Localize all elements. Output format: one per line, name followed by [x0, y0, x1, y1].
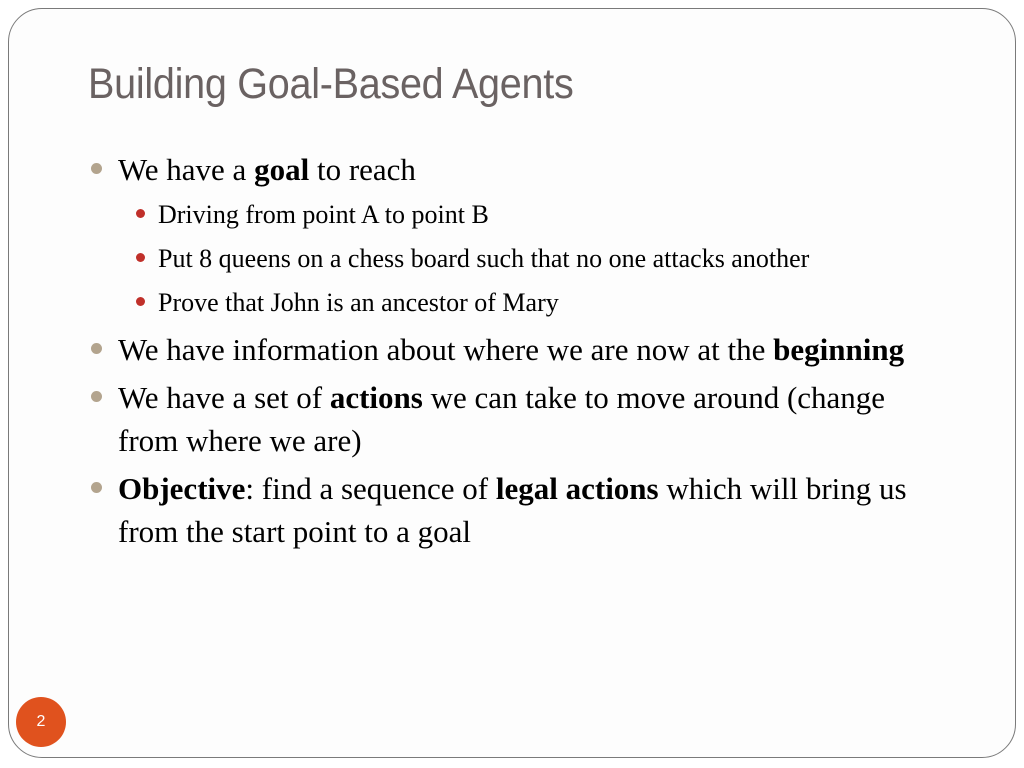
bullet-dot-icon [91, 482, 102, 493]
slide-number-badge: 2 [16, 697, 66, 747]
sub-bullet-text: Put 8 queens on a chess board such that no one attacks another [158, 244, 810, 273]
bullet-text: We have a set of [118, 380, 330, 415]
sub-bullet-dot-icon [136, 297, 145, 306]
bullet-text: which will bring us from the start point to a goal [118, 471, 907, 549]
bullet-bold-text: Objective [118, 471, 246, 506]
bullet-bold-text: goal [254, 152, 310, 187]
bullet-goal [88, 148, 948, 191]
sub-bullet-dot-icon [136, 253, 145, 262]
bullet-bold-text: legal actions [495, 471, 659, 506]
bullet-bold-text: actions [329, 380, 423, 415]
bullet-text: to reach [309, 152, 416, 187]
sub-bullet-text: Prove that John is an ancestor of Mary [158, 288, 559, 317]
bullet-dot-icon [91, 391, 102, 402]
bullet-text: We have a [118, 152, 255, 187]
sub-bullet-queens [88, 240, 948, 277]
bullet-text: : find a sequence of [245, 471, 496, 506]
sub-bullet-dot-icon [136, 209, 145, 218]
sub-bullet-driving [88, 196, 948, 233]
bullet-text: We have information about where we are now at the [118, 332, 774, 367]
bullet-text: we can take to move around (change from where we are) [118, 380, 886, 458]
bullet-dot-icon [91, 343, 102, 354]
bullet-actions [88, 376, 948, 462]
sub-bullet-text: Driving from point A to point B [158, 200, 489, 229]
sub-bullet-ancestor [88, 284, 948, 321]
slide-title: Building Goal-Based Agents [88, 60, 574, 108]
goal-examples-list [88, 196, 948, 321]
bullet-dot-icon [91, 163, 102, 174]
bullet-objective [88, 467, 948, 553]
bullet-bold-text: beginning [773, 332, 905, 367]
slide-content [88, 148, 948, 558]
bullet-beginning [88, 328, 948, 371]
